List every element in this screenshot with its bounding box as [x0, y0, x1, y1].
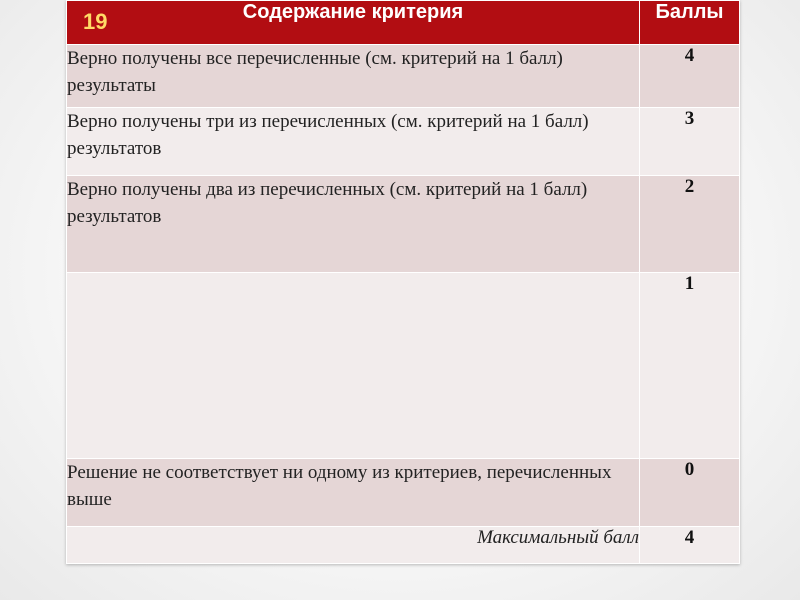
- criterion-text: Верно получены все перечисленные (см. критерий на 1 балл) результаты: [67, 45, 640, 108]
- table-header-row: [67, 1, 740, 45]
- criterion-score: 0: [640, 459, 740, 527]
- criterion-score: 2: [640, 176, 740, 273]
- max-score-label: Максимальный балл: [67, 527, 640, 564]
- task-number: 19: [83, 9, 108, 34]
- table-row: [67, 176, 740, 273]
- max-score-row: [67, 527, 740, 564]
- criterion-text: [67, 273, 640, 459]
- criterion-text: Верно получены два из перечисленных (см. критерий на 1 балл) результатов: [67, 176, 640, 273]
- criteria-header-label: Содержание критерия: [242, 1, 464, 23]
- table-row: [67, 108, 740, 176]
- criteria-column-header: [67, 1, 640, 45]
- criterion-score: 4: [640, 45, 740, 108]
- criterion-text: Верно получены три из перечисленных (см. критерий на 1 балл) результатов: [67, 108, 640, 176]
- score-column-header: Баллы: [640, 1, 740, 45]
- table-row: [67, 459, 740, 527]
- table-row: [67, 45, 740, 108]
- criterion-text: Решение не соответствует ни одному из критериев, перечисленных выше: [67, 459, 640, 527]
- criteria-table: [66, 0, 740, 564]
- criterion-score: 1: [640, 273, 740, 459]
- table-row: [67, 273, 740, 459]
- criterion-score: 3: [640, 108, 740, 176]
- max-score-value: 4: [640, 527, 740, 564]
